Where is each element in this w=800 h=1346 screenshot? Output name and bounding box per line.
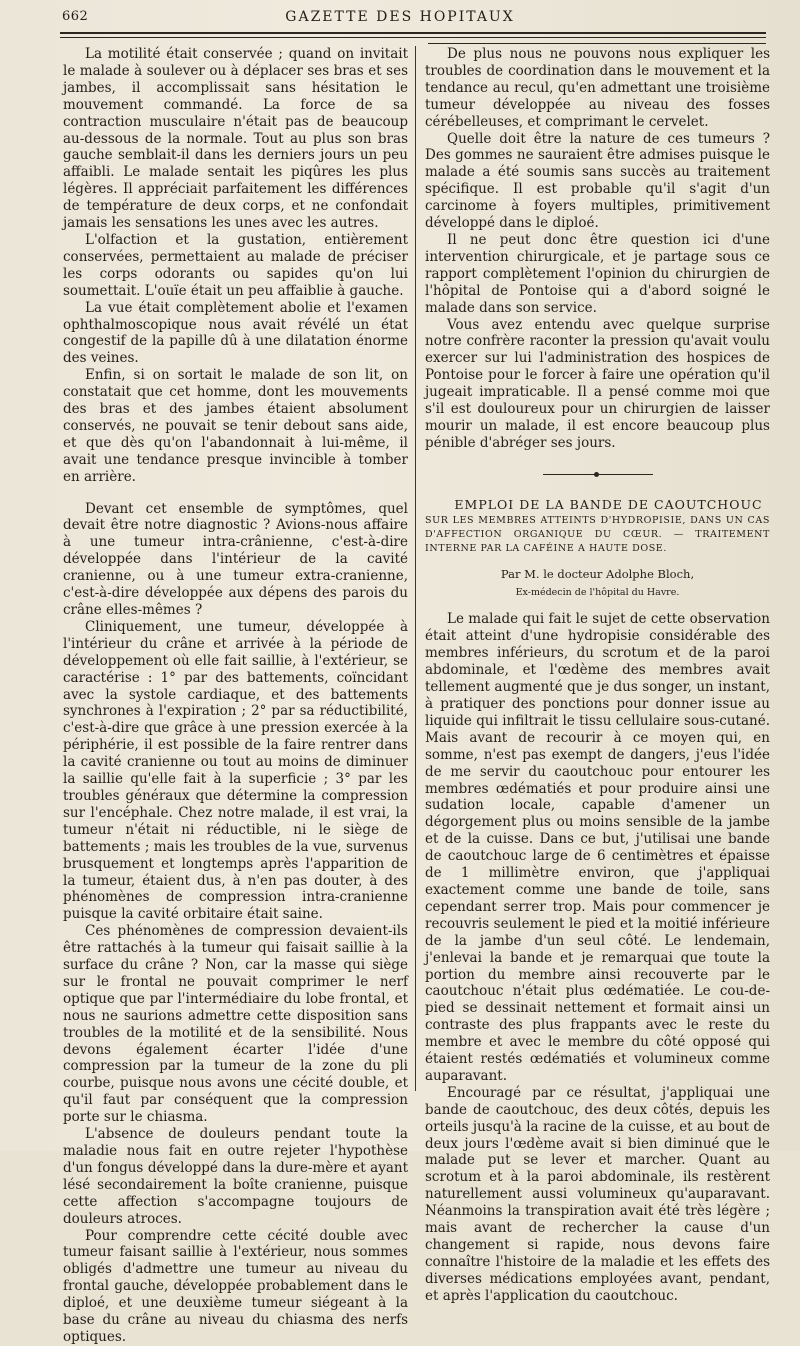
article-subtitle: SUR LES MEMBRES ATTEINTS D'HYDROPISIE, DANS UN CAS D'AFFECTION ORGANIQUE DU CŒUR. — TRAITEMENT INTERNE PAR LA CAFÉINE A HAUTE DOSE. <box>425 514 770 554</box>
header-rule <box>60 32 766 34</box>
paragraph: La vue était complètement abolie et l'examen ophthalmoscopique nous avait révélé un état congestif de la papille dû à une dilatation énorme des veines. <box>63 299 408 367</box>
paragraph: La motilité était conservée ; quand on invitait le malade à soulever ou à déplacer ses bras et ses jambes, il accomplissait sans hésitation le mouvement commandé. La force de sa contraction musculaire n'était pas de beaucoup au-dessous de la normale. Tout au plus son bras gauche semblait-il dans les derniers jours un peu affaibli. Le malade sentait les piqûres les plus légères. Il appréciait parfaitement les différences de température de deux corps, et ne confondait jamais les sensations les unes avec les autres. <box>63 46 408 232</box>
paragraph: Enfin, si on sortait le malade de son lit, on constatait que cet homme, dont les mouvements des bras et des jambes étaient absolument conservés, ne pouvait se tenir debout sans aide, et que dès qu'on l'abandonnait à lui-même, il avait une tendance presque invincible à tomber en arrière. <box>63 367 408 485</box>
paragraph: L'olfaction et la gustation, entièrement conservées, permettaient au malade de préciser les corps odorants ou sapides qu'on lui soumettait. L'ouïe était un peu affaiblie à gauche. <box>63 231 408 299</box>
paragraph: Encouragé par ce résultat, j'appliquai une bande de caoutchouc, des deux côtés, depuis les orteils jusqu'à la racine de la cuisse, et au bout de deux jours l'œdème avait si bien diminué que le malade put se lever et marcher. Quant au scrotum et à la paroi abdominale, ils restèrent naturellement aussi volumineux qu'auparavant. Néanmoins la transpiration avait été très légère ; mais avant de rechercher la cause d'un changement si rapide, nous devons faire connaître l'histoire de la maladie et les effets des diverses médications employées avant, pendant, et après l'application du caoutchouc. <box>425 1084 770 1304</box>
paragraph: Le malade qui fait le sujet de cette observation était atteint d'une hydropisie considérable des membres inférieurs, du scrotum et de la paroi abdominale, et l'œdème des membres avait tellement augmenté que je dus songer, un instant, à pratiquer des ponctions pour donner issue au liquide qui infiltrait le tissu cellulaire sous-cutané. Mais avant de recourir à ce moyen qui, en somme, n'est pas exempt de dangers, j'eus l'idée de me servir du caoutchouc pour entourer les membres œdématiés et pour produire ainsi une sudation locale, capable d'amener un dégorgement plus ou moins sensible de la jambe et de la cuisse. Dans ce but, j'utilisai une bande de caoutchouc large de 6 centimètres et épaisse de 1 millimètre environ, que j'appliquai exactement comme une bande de toile, sans cependant serrer trop. Mais pour commencer je recouvris seulement le pied et la moitié inférieure de la jambe d'un seul côté. Le lendemain, j'enlevai la bande et je remarquai que toute la portion du membre ainsi recouverte par le caoutchouc n'était plus œdématiée. Le cou-de-pied se dessinait nettement et formait ainsi un contraste des plus frappants avec le reste du membre et avec le membre du côté opposé qui étaient restés œdématiés et volumineux comme auparavant. <box>425 611 770 1084</box>
paragraph: L'absence de douleurs pendant toute la maladie nous fait en outre rejeter l'hypothèse d'un fongus développé dans la dure-mère et ayant lésé secondairement la boîte cranienne, puisque cette affection s'accompagne toujours de douleurs atroces. <box>63 1126 408 1227</box>
header-rule-thin <box>60 37 766 38</box>
paragraph: Vous avez entendu avec quelque surprise notre confrère raconter la pression qu'avait voulu exercer sur lui l'administration des hospices de Pontoise pour le forcer à faire une opération qu'il jugeait impraticable. Il a pensé comme moi que s'il est douloureux pour un chirurgien de laisser mourir un malade, il est encore beaucoup plus pénible d'abréger ses jours. <box>425 316 770 451</box>
running-title: GAZETTE DES HOPITAUX <box>285 9 515 25</box>
article-separator <box>543 474 653 475</box>
paragraph: De plus nous ne pouvons nous expliquer les troubles de coordination dans le mouvement et la tendance au recul, qu'en admettant une troisième tumeur développée au niveau des fosses cérébelleuses, et comprimant le cervelet. <box>425 46 770 130</box>
paragraph: Il ne peut donc être question ici d'une intervention chirurgicale, et je partage sous ce rapport complètement l'opinion du chirurgien de l'hôpital de Pontoise qui a d'abord soigné le malade dans son service. <box>425 231 770 316</box>
paragraph: Devant cet ensemble de symptômes, quel devait être notre diagnostic ? Avions-nous affaire à une tumeur intra-crânienne, c'est-à-dire développée dans l'intérieur de la cavité cranienne, ou à une tumeur extra-cranienne, c'est-à-dire développée aux dépens des parois du crâne elles-mêmes ? <box>63 500 408 618</box>
right-column <box>425 46 770 1305</box>
article-title: EMPLOI DE LA BANDE DE CAOUTCHOUC <box>454 496 763 512</box>
author-affiliation: Ex-médecin de l'hôpital du Havre. <box>515 586 680 598</box>
column-rule <box>428 43 766 44</box>
paragraph: Quelle doit être la nature de ces tumeurs ? Des gommes ne sauraient être admises puisque le malade a été soumis sans succès au traitement spécifique. Il est probable qu'il s'agit d'un carcinome à foyers multiples, primitivement développé dans le diploé. <box>425 130 770 232</box>
page-number: 662 <box>62 9 89 24</box>
article-byline: Par M. le docteur Adolphe Bloch, <box>500 566 695 581</box>
paragraph: Ces phénomènes de compression devaient-ils être rattachés à la tumeur qui faisait saillie à la surface du crâne ? Non, car la masse qui siège sur le frontal ne pouvait comprimer le nerf optique que par l'intermédiaire du lobe frontal, et nous ne saurions admettre cette disposition sans troubles de la motilité et de la sensibilité. Nous devons également écarter l'idée d'une compression par la tumeur de la zone du pli courbe, puisque nous avons une cécité double, et qu'il faut par conséquent que la compression porte sur le chiasma. <box>63 923 408 1126</box>
paragraph: Cliniquement, une tumeur, développée à l'intérieur du crâne et arrivée à la période de développement où elle fait saillie, à l'extérieur, se caractérise : 1° par des battements, coïncidant avec la systole cardiaque, et des battements synchrones à l'expiration ; 2° par sa réductibilité, c'est-à-dire que grâce à une pression exercée à la périphérie, il est possible de la faire rentrer dans la cavité cranienne ou tout au moins de diminuer la saillie qu'elle fait à la superficie ; 3° par les troubles généraux que détermine la compression sur l'encéphale. Chez notre malade, il est vrai, la tumeur n'était ni réductible, ni le siège de battements ; mais les troubles de la vue, survenus brusquement et longtemps après l'apparition de la tumeur, étaient dus, à n'en pas douter, à des phénomènes de compression intra-cranienne puisque la cavité orbitaire était saine. <box>63 618 408 923</box>
paragraph: Pour comprendre cette cécité double avec tumeur faisant saillie à l'extérieur, nous sommes obligés d'admettre une tumeur au niveau du frontal gauche, développée probablement dans le diploé, et une deuxième tumeur siégeant à la base du crâne au niveau du chiasma des nerfs optiques. <box>63 1227 408 1345</box>
column-divider <box>415 46 416 1091</box>
